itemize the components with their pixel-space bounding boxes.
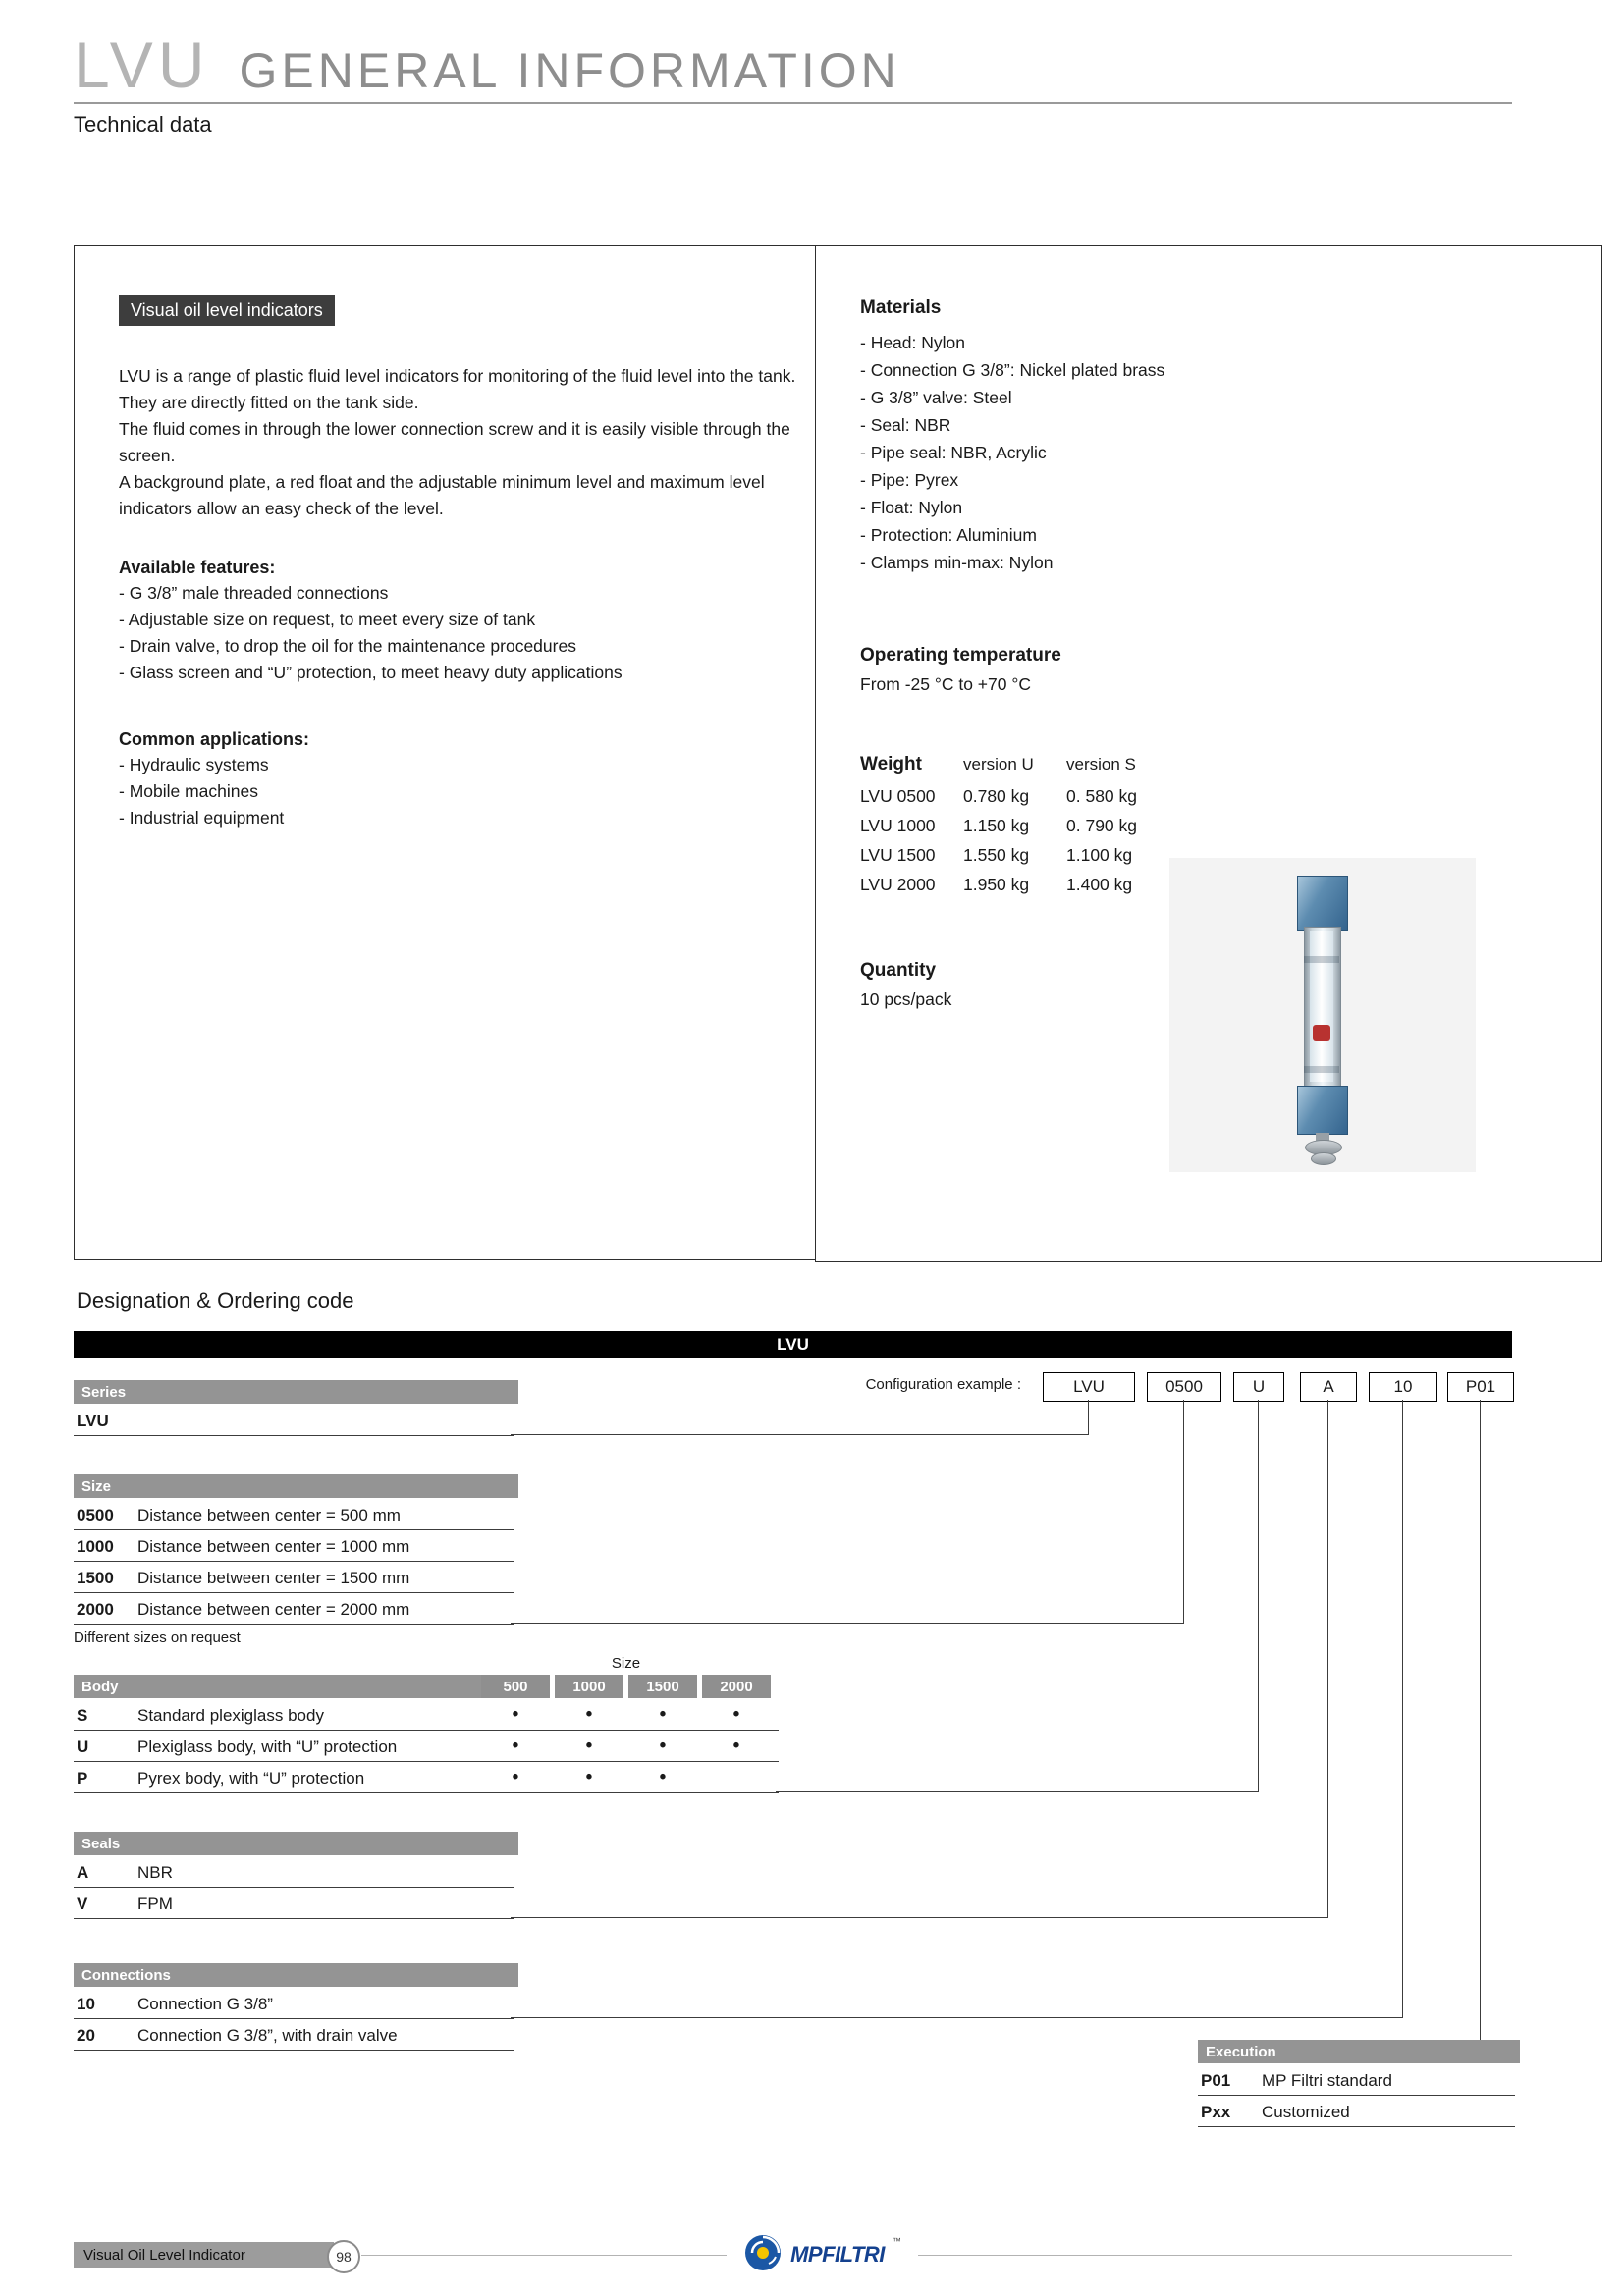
gauge-sight-glass [1310, 931, 1333, 1082]
connector-body-hline [776, 1791, 1259, 1792]
paragraph: The fluid comes in through the lower connection screw and it is easily visible through the screen. [119, 419, 790, 465]
availability-dot: • [732, 1735, 740, 1756]
body-size-header: Size [611, 1655, 641, 1672]
brand-logo [727, 2228, 918, 2281]
body-code: U [77, 1737, 89, 1756]
red-float [1313, 1025, 1330, 1041]
application-item: - Hydraulic systems [119, 755, 269, 774]
footer-label: Visual Oil Level Indicator [74, 2242, 334, 2268]
ordering-series-bar: LVU [74, 1331, 1512, 1358]
body-column-1500: 1500 [628, 1675, 697, 1698]
size-row [74, 1533, 514, 1562]
connector-connections-vline [1402, 1400, 1403, 2018]
material-item: - Connection G 3/8”: Nickel plated brass [860, 360, 1165, 380]
ordering-section-title: Designation & Ordering code [77, 1288, 354, 1312]
seal-code: V [77, 1895, 88, 1913]
size-section-bar: Size [74, 1474, 518, 1498]
weight-cell: LVU 1000 [860, 816, 936, 835]
material-item: - Seal: NBR [860, 415, 951, 435]
connection-code: 20 [77, 2026, 95, 2045]
body-column-2000: 2000 [702, 1675, 771, 1698]
size-desc: Distance between center = 2000 mm [137, 1600, 410, 1619]
series-section-bar: Series [74, 1380, 518, 1404]
intro-paragraphs [119, 363, 821, 522]
size-note: Different sizes on request [74, 1629, 241, 1646]
availability-dot: • [659, 1704, 667, 1725]
size-desc: Distance between center = 500 mm [137, 1506, 401, 1524]
body-code: P [77, 1769, 88, 1788]
size-desc: Distance between center = 1500 mm [137, 1569, 410, 1587]
application-item: - Mobile machines [119, 781, 258, 801]
execution-code: Pxx [1201, 2103, 1231, 2121]
weight-cell: LVU 2000 [860, 875, 936, 894]
mp-filtri-swirl-icon [743, 2233, 783, 2277]
config-box-body: U [1233, 1372, 1284, 1402]
execution-code: P01 [1201, 2071, 1231, 2090]
availability-dot: • [585, 1735, 593, 1756]
feature-item: - Glass screen and “U” protection, to meet heavy duty applications [119, 663, 623, 682]
weight-cell: 0.780 kg [963, 786, 1030, 806]
material-item: - Pipe: Pyrex [860, 470, 959, 490]
seal-code: A [77, 1863, 89, 1882]
connector-body-vline [1258, 1400, 1259, 1792]
weight-title: Weight [860, 754, 922, 774]
product-illustration [1169, 858, 1476, 1172]
connection-desc: Connection G 3/8” [137, 1995, 273, 2013]
weight-header [860, 754, 1557, 775]
weight-col-u: version U [963, 755, 1034, 774]
page-subtitle: Technical data [74, 112, 212, 136]
page-header [74, 27, 900, 102]
connector-size-vline [1183, 1400, 1184, 1624]
description-box [74, 245, 866, 1260]
availability-dot: • [659, 1735, 667, 1756]
execution-row [1198, 2099, 1515, 2127]
material-item: - G 3/8” valve: Steel [860, 388, 1012, 407]
size-code: 1000 [77, 1537, 114, 1556]
configuration-example-label: Configuration example : [865, 1376, 1021, 1393]
body-column-1000: 1000 [555, 1675, 623, 1698]
connection-code: 10 [77, 1995, 95, 2013]
connector-seals-vline [1327, 1400, 1328, 1918]
feature-item: - Adjustable size on request, to meet every size of tank [119, 610, 536, 629]
body-column-500: 500 [481, 1675, 550, 1698]
connection-desc: Connection G 3/8”, with drain valve [137, 2026, 398, 2045]
material-item: - Pipe seal: NBR, Acrylic [860, 443, 1047, 462]
body-code: S [77, 1706, 88, 1725]
size-code: 1500 [77, 1569, 114, 1587]
body-desc: Plexiglass body, with “U” protection [137, 1737, 398, 1756]
body-row [74, 1765, 779, 1793]
trademark-symbol: ™ [892, 2236, 901, 2246]
min-level-clamp [1304, 1066, 1339, 1073]
seal-desc: FPM [137, 1895, 173, 1913]
series-row [74, 1408, 514, 1436]
footer-rule [361, 2255, 1512, 2256]
paragraph: LVU is a range of plastic fluid level indicators for monitoring of the fluid level into the tank. They are directly fitted on the tank side. [119, 366, 796, 412]
body-desc: Pyrex body, with “U” protection [137, 1769, 365, 1788]
page-number: 98 [327, 2240, 360, 2273]
seals-row [74, 1859, 514, 1888]
seals-section-bar: Seals [74, 1832, 518, 1855]
connector-series-vline [1088, 1400, 1089, 1435]
page-title: GENERAL INFORMATION [239, 43, 900, 98]
weight-cell: LVU 1500 [860, 845, 936, 865]
size-row [74, 1502, 514, 1530]
weight-cell: 0. 790 kg [1066, 816, 1137, 835]
operating-temperature-title: Operating temperature [860, 645, 1061, 666]
header-rule [74, 102, 1512, 104]
availability-dot: • [512, 1735, 519, 1756]
size-code: 2000 [77, 1600, 114, 1619]
availability-dot: • [659, 1767, 667, 1788]
weight-cell: LVU 0500 [860, 786, 936, 806]
materials-title: Materials [860, 297, 942, 318]
material-item: - Float: Nylon [860, 498, 963, 517]
weight-cell: 0. 580 kg [1066, 786, 1137, 806]
body-row [74, 1734, 779, 1762]
connector-seals-hline [511, 1917, 1328, 1918]
config-box-seals: A [1300, 1372, 1357, 1402]
weight-cell: 1.400 kg [1066, 875, 1133, 894]
availability-dot: • [585, 1767, 593, 1788]
material-item: - Head: Nylon [860, 333, 965, 352]
application-item: - Industrial equipment [119, 808, 285, 828]
connector-execution-vline [1480, 1400, 1481, 2040]
quantity-value: 10 pcs/pack [860, 989, 952, 1009]
max-level-clamp [1304, 956, 1339, 963]
weight-cell: 1.100 kg [1066, 845, 1133, 865]
connections-row [74, 1991, 514, 2019]
connections-row [74, 2022, 514, 2051]
connector-connections-hline [511, 2017, 1403, 2018]
seal-desc: NBR [137, 1863, 173, 1882]
series-value: LVU [77, 1412, 109, 1430]
config-box-execution: P01 [1447, 1372, 1514, 1402]
paragraph: A background plate, a red float and the adjustable minimum level and maximum level indicators allow an easy check of the level. [119, 472, 765, 518]
config-box-size: 0500 [1147, 1372, 1221, 1402]
availability-dot: • [732, 1704, 740, 1725]
feature-item: - Drain valve, to drop the oil for the maintenance procedures [119, 636, 576, 656]
availability-dot: • [512, 1767, 519, 1788]
weight-cell: 1.150 kg [963, 816, 1030, 835]
connector-size-hline [511, 1623, 1184, 1624]
material-item: - Protection: Aluminium [860, 525, 1037, 545]
material-item: - Clamps min-max: Nylon [860, 553, 1054, 572]
materials-box [815, 245, 1602, 1262]
connections-section-bar: Connections [74, 1963, 518, 1987]
body-desc: Standard plexiglass body [137, 1706, 324, 1725]
size-code: 0500 [77, 1506, 114, 1524]
box-badge: Visual oil level indicators [119, 295, 335, 326]
weight-cell: 1.550 kg [963, 845, 1030, 865]
materials-list [860, 329, 1557, 576]
features-title: Available features: [119, 558, 276, 577]
connector-series-hline [511, 1434, 1089, 1435]
weight-cell: 1.950 kg [963, 875, 1030, 894]
gauge-bottom-block [1297, 1086, 1348, 1135]
size-row [74, 1596, 514, 1625]
operating-temperature-value: From -25 °C to +70 °C [860, 674, 1031, 694]
brand-wordmark: MPFILTRI [790, 2242, 885, 2267]
size-desc: Distance between center = 1000 mm [137, 1537, 410, 1556]
weight-col-s: version S [1066, 755, 1136, 774]
execution-row [1198, 2067, 1515, 2096]
execution-desc: Customized [1262, 2103, 1350, 2121]
features-list [119, 580, 821, 686]
execution-section-bar: Execution [1198, 2040, 1520, 2063]
gauge-top-block [1297, 876, 1348, 931]
drain-valve-cap [1311, 1152, 1336, 1165]
size-row [74, 1565, 514, 1593]
series-logo-text: LVU [74, 28, 210, 101]
execution-desc: MP Filtri standard [1262, 2071, 1392, 2090]
applications-title: Common applications: [119, 729, 310, 749]
applications-list [119, 752, 821, 831]
config-box-connections: 10 [1369, 1372, 1437, 1402]
feature-item: - G 3/8” male threaded connections [119, 583, 389, 603]
availability-dot: • [512, 1704, 519, 1725]
availability-dot: • [585, 1704, 593, 1725]
config-box-series: LVU [1043, 1372, 1135, 1402]
body-section-bar: Body [74, 1675, 484, 1698]
seals-row [74, 1891, 514, 1919]
quantity-title: Quantity [860, 960, 937, 981]
body-row [74, 1702, 779, 1731]
